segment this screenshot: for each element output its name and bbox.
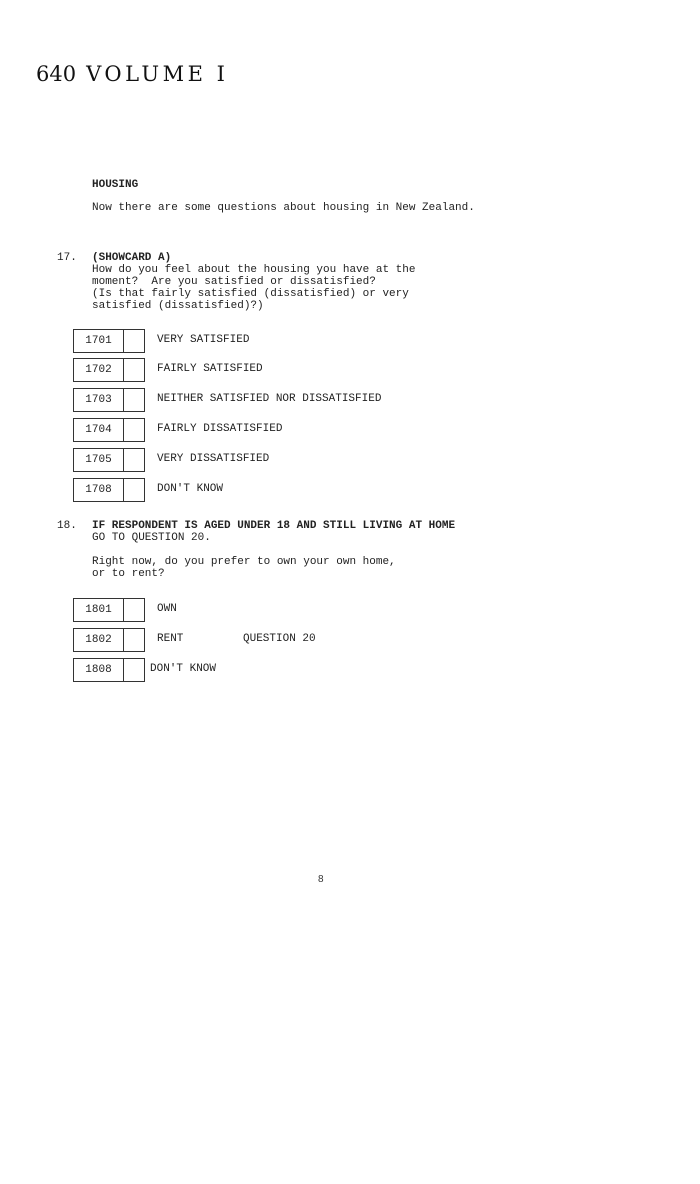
page-header bbox=[36, 62, 228, 86]
answer-option-1704[interactable] bbox=[73, 418, 473, 442]
question-17-line: (Is that fairly satisfied (dissatisfied) or very bbox=[92, 288, 409, 300]
answer-option-1708[interactable] bbox=[73, 478, 473, 502]
answer-label: VERY DISSATISFIED bbox=[157, 453, 270, 465]
answer-code-box bbox=[73, 658, 145, 682]
answer-checkbox[interactable] bbox=[124, 359, 144, 381]
question-17-line: satisfied (dissatisfied)?) bbox=[92, 300, 264, 312]
answer-code: 1801 bbox=[74, 599, 124, 621]
answer-label: FAIRLY DISSATISFIED bbox=[157, 423, 283, 435]
answer-option-1801[interactable] bbox=[73, 598, 473, 622]
question-17-line: How do you feel about the housing you have at the bbox=[92, 264, 416, 276]
answer-code: 1808 bbox=[74, 659, 124, 681]
answer-code-box bbox=[73, 448, 145, 472]
section-intro: Now there are some questions about housing in New Zealand. bbox=[92, 202, 475, 214]
answer-option-1808[interactable] bbox=[73, 658, 473, 682]
book-page-number: 640 bbox=[36, 62, 77, 86]
question-18-number: 18. bbox=[57, 520, 77, 532]
question-17-text bbox=[92, 264, 415, 312]
answer-option-1705[interactable] bbox=[73, 448, 473, 472]
answer-checkbox[interactable] bbox=[124, 629, 144, 651]
question-18-line: or to rent? bbox=[92, 568, 165, 580]
answer-code: 1802 bbox=[74, 629, 124, 651]
answer-code-box bbox=[73, 329, 145, 353]
answer-checkbox[interactable] bbox=[124, 449, 144, 471]
question-18-text bbox=[92, 556, 396, 580]
answer-label: NEITHER SATISFIED NOR DISSATISFIED bbox=[157, 393, 382, 405]
question-17-line: moment? Are you satisfied or dissatisfied? bbox=[92, 276, 376, 288]
answer-option-1701[interactable] bbox=[73, 329, 473, 353]
answer-checkbox[interactable] bbox=[124, 389, 144, 411]
answer-code: 1703 bbox=[74, 389, 124, 411]
answer-checkbox[interactable] bbox=[124, 419, 144, 441]
answer-label: DON'T KNOW bbox=[150, 663, 217, 675]
answer-option-1703[interactable] bbox=[73, 388, 473, 412]
answer-code-box bbox=[73, 388, 145, 412]
answer-code: 1701 bbox=[74, 330, 124, 352]
answer-option-1702[interactable] bbox=[73, 358, 473, 382]
answer-option-1802[interactable] bbox=[73, 628, 473, 652]
question-17-showcard: (SHOWCARD A) bbox=[92, 252, 172, 264]
answer-label: VERY SATISFIED bbox=[157, 334, 250, 346]
answer-code-box bbox=[73, 418, 145, 442]
answer-code: 1702 bbox=[74, 359, 124, 381]
answer-code: 1705 bbox=[74, 449, 124, 471]
footer-page-number: 8 bbox=[318, 874, 324, 885]
instruction-line: GO TO QUESTION 20. bbox=[92, 532, 211, 544]
instruction-line: IF RESPONDENT IS AGED UNDER 18 AND STILL LIVING AT HOME bbox=[92, 520, 456, 532]
question-17-number: 17. bbox=[57, 252, 77, 264]
answer-label: FAIRLY SATISFIED bbox=[157, 363, 263, 375]
answer-code-box bbox=[73, 358, 145, 382]
answer-checkbox[interactable] bbox=[124, 330, 144, 352]
answer-label: OWN bbox=[157, 603, 177, 615]
answer-code: 1704 bbox=[74, 419, 124, 441]
question-18-line: Right now, do you prefer to own your own home, bbox=[92, 556, 396, 568]
answer-code-box bbox=[73, 598, 145, 622]
skip-instruction: QUESTION 20 bbox=[243, 633, 316, 645]
section-title: HOUSING bbox=[92, 179, 139, 191]
answer-label: DON'T KNOW bbox=[157, 483, 224, 495]
answer-code-box bbox=[73, 478, 145, 502]
answer-code-box bbox=[73, 628, 145, 652]
answer-code: 1708 bbox=[74, 479, 124, 501]
answer-label: RENT bbox=[157, 633, 184, 645]
question-18-instruction bbox=[92, 520, 455, 544]
answer-checkbox[interactable] bbox=[124, 659, 144, 681]
answer-checkbox[interactable] bbox=[124, 599, 144, 621]
volume-title: VOLUME I bbox=[86, 62, 229, 86]
answer-checkbox[interactable] bbox=[124, 479, 144, 501]
